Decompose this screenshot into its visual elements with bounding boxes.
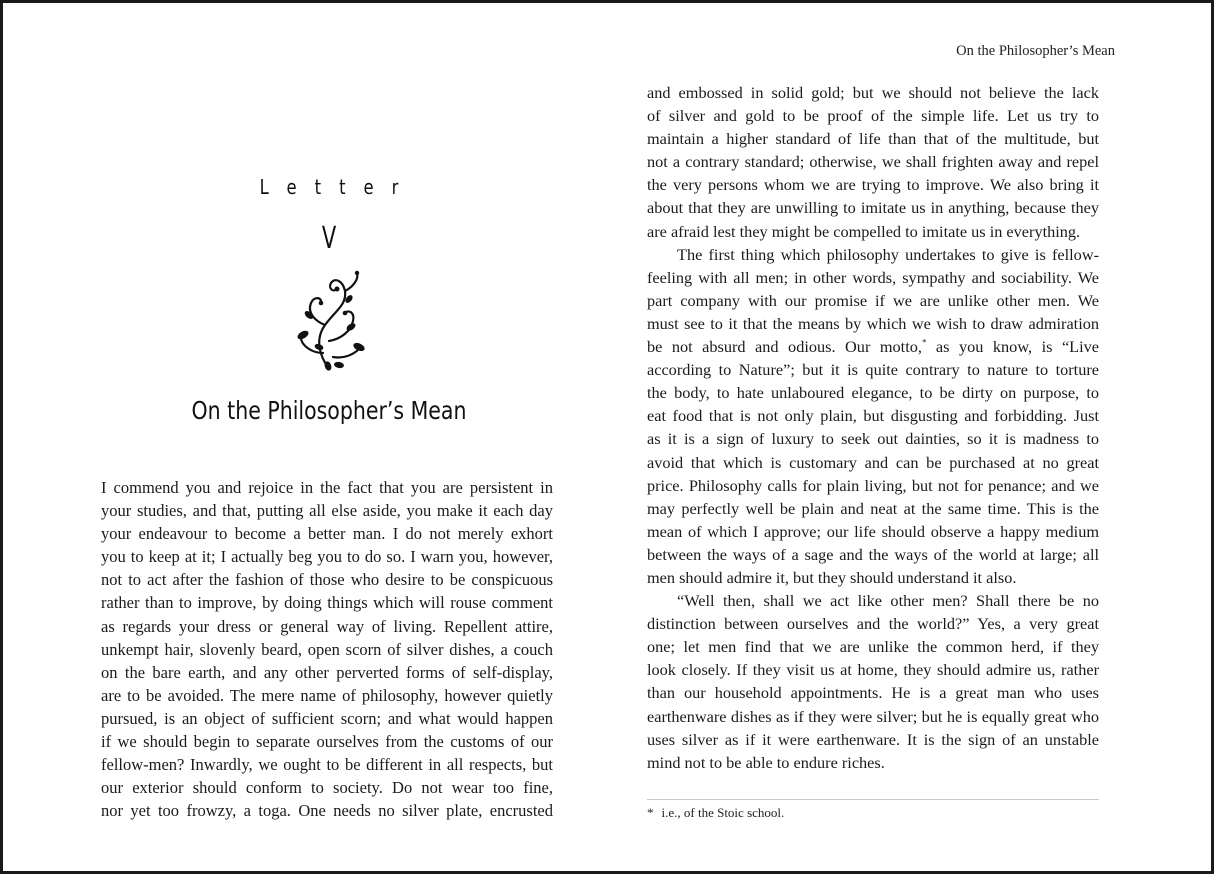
text-line: one; let men find that we are unlike the common herd, if they (647, 637, 1099, 657)
text-line: about that they are unwilling to imitate us in anything, because they (647, 198, 1099, 218)
footnote-text: i.e., of the Stoic school. (661, 805, 785, 820)
text-line (647, 335, 1099, 358)
text-line: I commend you and rejoice in the fact that you are persistent in (101, 478, 553, 497)
text-line: your endeavour to become a better man. I do not merely exhort (101, 524, 553, 544)
text-line: between the ways of a sage and the ways of the world at large; all (647, 544, 1099, 564)
text-line: as it is a sign of luxury to seek out dainties, so it is madness to (647, 429, 1099, 449)
text-line: part company with our promise if we are unlike other men. We (647, 290, 1099, 310)
text-line: your studies, and that, putting all else aside, you make it each day (101, 501, 553, 521)
footnote-divider (647, 799, 1099, 800)
text-line: uses silver as if it were earthenware. It is the sign of an unstable (647, 729, 1099, 749)
text-line: The first thing which philosophy undertakes to give is fellow- (677, 244, 1099, 264)
text-line: mean of which I approve; our life should observe a happy medium (647, 521, 1099, 541)
text-line: mind not to be able to endure riches. (647, 752, 885, 772)
text-line: avoid that which is customary and can be purchased at no great (647, 452, 1099, 472)
text-line: you to keep at it; I actually beg you to do so. I warn you, however, (101, 547, 553, 567)
text-line: than our household appointments. He is a great man who uses (647, 683, 1099, 703)
running-head: On the Philosopher’s Mean (956, 43, 1115, 59)
text-line: price. Philosophy calls for plain living, but not for penance; and we (647, 475, 1099, 495)
text-line: fellow-men? Inwardly, we ought to be different in all respects, but (101, 755, 553, 775)
text-line: as regards your dress or general way of living. Repellent attire, (101, 616, 553, 636)
paragraph (647, 589, 1099, 774)
left-page-body (101, 476, 553, 822)
text-line: unkempt hair, slovenly beard, open scorn of silver dishes, a couch (101, 639, 553, 659)
footnote-mark: * (647, 805, 654, 820)
text-line: not a contrary standard; otherwise, we shall frighten away and repel (647, 152, 1099, 172)
book-spread (3, 3, 1211, 871)
text-line: the very persons whom we are trying to improve. We also bring it (647, 175, 1099, 195)
text-line: the body, to hate unlaboured elegance, to be dirty on purpose, to (647, 383, 1099, 403)
text-fragment: as you know, is “Live (926, 337, 1100, 357)
text-line: of silver and gold to be proof of the simple life. Let us try to (647, 106, 1099, 126)
text-line: if we should begin to separate ourselves from the customs of our (101, 732, 553, 752)
text-line: nor yet too frowzy, a toga. One needs no silver plate, encrusted (101, 801, 553, 821)
chapter-label: Letter (259, 175, 417, 199)
text-line: our exterior should conform to society. Do not wear too fine, (101, 778, 553, 798)
paragraph (647, 243, 1099, 589)
text-line: men should admire it, but they should understand it also. (647, 567, 1017, 587)
chapter-number: V (321, 221, 337, 256)
text-line: are to be avoided. The mere name of philosophy, however quietly (101, 685, 553, 705)
text-line: are afraid lest they might be compelled to imitate us in everything. (647, 221, 1081, 241)
text-line: earthenware dishes as if they were silver; but he is equally great who (647, 706, 1099, 726)
text-line: distinction between ourselves and the world?” Yes, a very great (647, 614, 1099, 634)
text-line: eat food that is not only plain, but disgusting and forbidding. Just (647, 406, 1099, 426)
text-line: according to Nature”; but it is quite contrary to nature to torture (647, 360, 1099, 380)
footnote-reference[interactable]: * (921, 337, 927, 348)
text-line: and embossed in solid gold; but we should not believe the lack (647, 83, 1099, 102)
text-line: feeling with all men; in other words, sympathy and sociability. We (647, 267, 1099, 287)
text-line: look closely. If they visit us at home, they should admire us, rather (647, 660, 1099, 680)
chapter-title: On the Philosopher’s Mean (191, 396, 467, 425)
footnote (647, 805, 784, 821)
left-page (3, 3, 607, 871)
text-line: maintain a higher standard of life than that of the multitude, but (647, 129, 1099, 149)
paragraph (101, 476, 553, 822)
text-line: on the bare earth, and any other perverted forms of self-display, (101, 662, 553, 682)
text-fragment: be not absurd and odious. Our motto, (647, 337, 922, 357)
text-line: must see to it that the means by which we wish to draw admiration (647, 313, 1099, 333)
right-page (607, 3, 1211, 871)
text-line: rather than to improve, by doing things which will rouse comment (101, 593, 553, 613)
text-line: not to act after the fashion of those who desire to be conspicuous (101, 570, 553, 590)
floral-ornament-icon (289, 269, 369, 373)
text-line: may perfectly well be plain and neat at the same time. This is the (647, 498, 1099, 518)
paragraph (647, 81, 1099, 243)
right-page-body (647, 81, 1099, 774)
text-line: pursued, is an object of sufficient scorn; and what would happen (101, 708, 553, 728)
text-line: “Well then, shall we act like other men? Shall there be no (677, 591, 1099, 611)
